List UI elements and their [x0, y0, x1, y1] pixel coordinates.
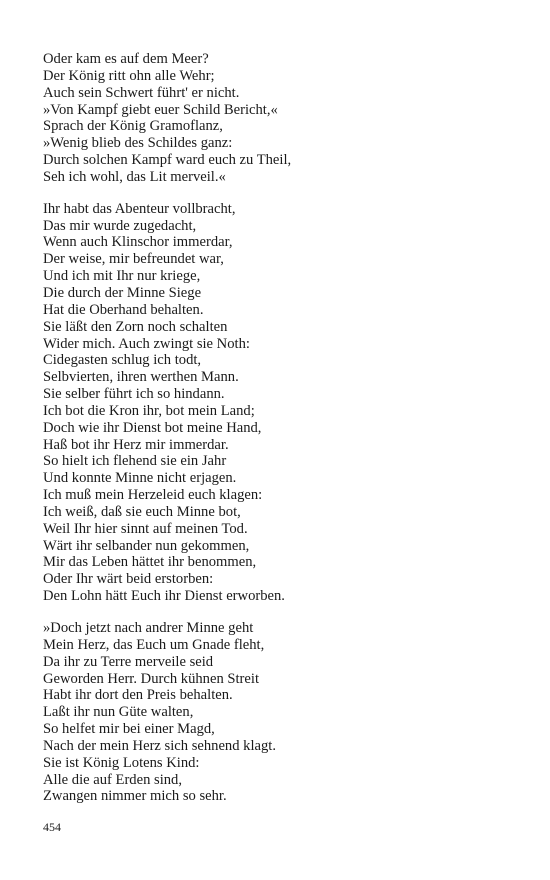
stanza-2 — [43, 201, 523, 605]
verse-line: Und konnte Minne nicht erjagen. — [43, 470, 237, 487]
verse-line: Haß bot ihr Herz mir immerdar. — [43, 436, 229, 453]
verse-line: Ich weiß, daß sie euch Minne bot, — [43, 503, 241, 520]
verse-line: Doch wie ihr Dienst bot meine Hand, — [43, 419, 262, 436]
verse-line: Den Lohn hätt Euch ihr Dienst erworben. — [43, 588, 285, 605]
verse-line: Da ihr zu Terre merveile seid — [43, 653, 214, 670]
verse-line: Der weise, mir befreundet war, — [43, 251, 224, 268]
verse-line: Hat die Oberhand behalten. — [43, 301, 204, 318]
verse-line: Seh ich wohl, das Lit merveil.« — [43, 168, 226, 185]
poem-text — [43, 51, 523, 820]
verse-line: »Wenig blieb des Schildes ganz: — [43, 135, 233, 152]
verse-line: Sprach der König Gramoflanz, — [43, 118, 223, 135]
verse-line: Laßt ihr nun Güte walten, — [43, 704, 194, 721]
verse-line: Weil Ihr hier sinnt auf meinen Tod. — [43, 520, 248, 537]
verse-line: »Doch jetzt nach andrer Minne geht — [43, 620, 254, 636]
verse-line: Alle die auf Erden sind, — [43, 771, 183, 788]
verse-line: Die durch der Minne Siege — [43, 284, 202, 301]
verse-line: Ich muß mein Herzeleid euch klagen: — [43, 487, 263, 504]
verse-line: Wärt ihr selbander nun gekommen, — [43, 537, 250, 554]
verse-line: »Von Kampf giebt euer Schild Bericht,« — [43, 101, 278, 118]
verse-line: Das mir wurde zugedacht, — [43, 217, 197, 234]
verse-line: So hielt ich flehend sie ein Jahr — [43, 453, 227, 470]
verse-line: Der König ritt ohn alle Wehr; — [43, 67, 215, 84]
verse-line: Ich bot die Kron ihr, bot mein Land; — [43, 402, 255, 419]
verse-line: Ihr habt das Abenteur vollbracht, — [43, 200, 236, 217]
verse-line: Auch sein Schwert führt' er nicht. — [43, 84, 240, 101]
verse-line: Zwangen nimmer mich so sehr. — [43, 788, 227, 805]
verse-line: Habt ihr dort den Preis behalten. — [43, 687, 233, 704]
verse-line: Selbvierten, ihren werthen Mann. — [43, 369, 239, 386]
verse-line: Sie ist König Lotens Kind: — [43, 754, 200, 771]
verse-line: Oder kam es auf dem Meer? — [43, 51, 209, 67]
verse-line: Durch solchen Kampf ward euch zu Theil, — [43, 152, 292, 169]
stanza-3 — [43, 620, 523, 805]
verse-line: Cidegasten schlug ich todt, — [43, 352, 202, 369]
page-number: 454 — [43, 820, 61, 834]
verse-line: Oder Ihr wärt beid erstorben: — [43, 571, 214, 588]
verse-line: Nach der mein Herz sich sehnend klagt. — [43, 737, 277, 754]
verse-line: Wenn auch Klinschor immerdar, — [43, 234, 233, 251]
verse-line: Geworden Herr. Durch kühnen Streit — [43, 670, 260, 687]
stanza-1 — [43, 51, 523, 186]
verse-line: Wider mich. Auch zwingt sie Noth: — [43, 335, 250, 352]
verse-line: Mir das Leben hättet ihr benommen, — [43, 554, 257, 571]
verse-line: Sie läßt den Zorn noch schalten — [43, 318, 228, 335]
verse-line: Mein Herz, das Euch um Gnade fleht, — [43, 636, 265, 653]
verse-line: So helfet mir bei einer Magd, — [43, 721, 215, 738]
verse-line: Sie selber führt ich so hindann. — [43, 386, 225, 403]
verse-line: Und ich mit Ihr nur kriege, — [43, 268, 201, 285]
